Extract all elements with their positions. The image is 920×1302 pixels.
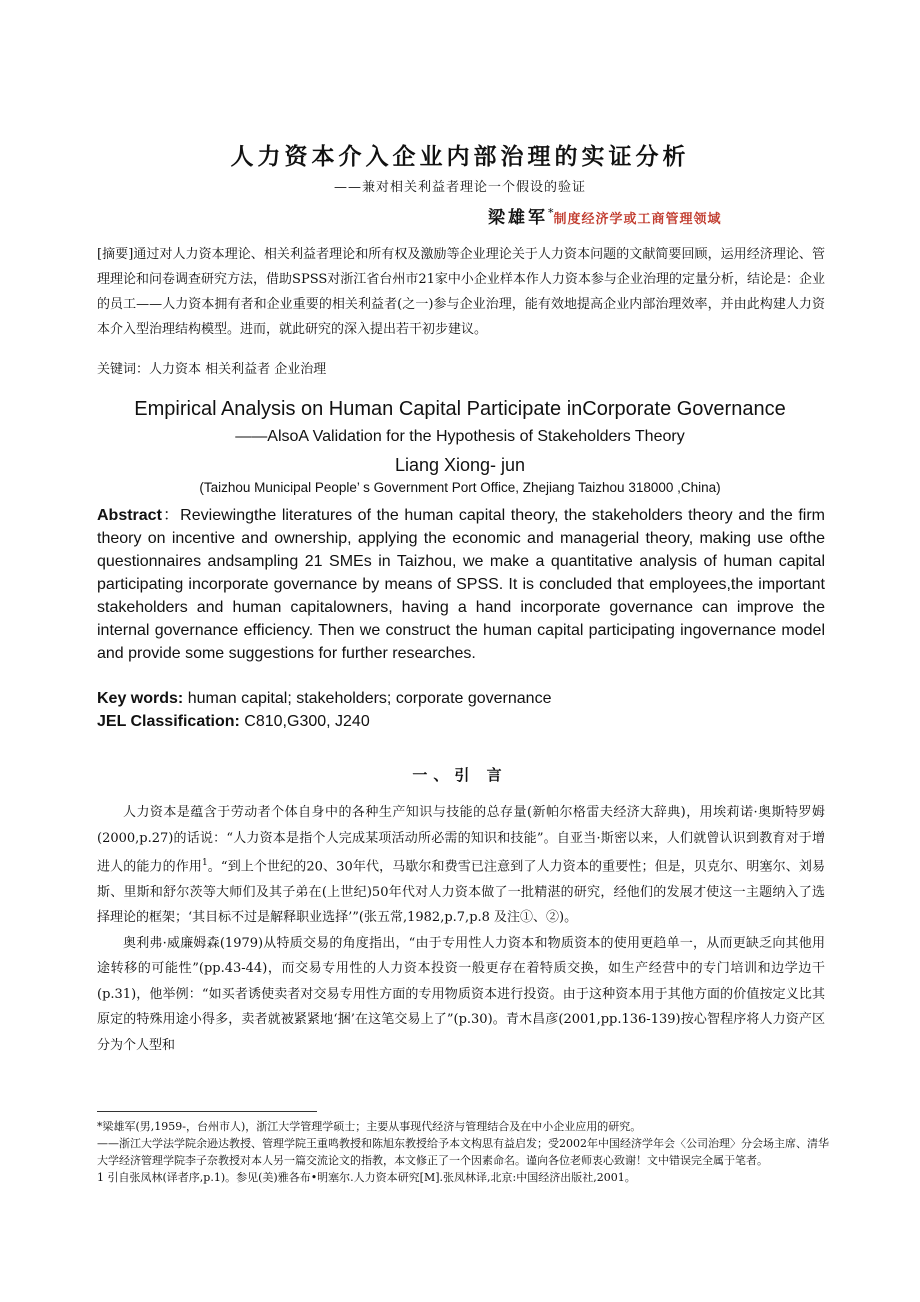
body-paragraph xyxy=(97,800,825,931)
abstract-en-label: Abstract xyxy=(97,507,162,524)
jel-text: C810,G300, J240 xyxy=(239,713,370,730)
paper-subtitle-zh: ——兼对相关利益者理论一个假设的验证 xyxy=(333,180,586,195)
body-text xyxy=(97,800,825,1058)
body-paragraph-1b: 。“到上个世纪的20、30年代，马歇尔和费雪已注意到了人力资本的重要性；但是，贝克尔、明塞尔、刘易斯、里斯和舒尔茨等大师们及其子弟在(上世纪)50年代对人力资本做了一批精湛的研究，经他们的发展才使这一主题纳入了选择理论的框架；‘其目标不过是解释职业选择’”(张五常,1982,p.7,p.8 及注①、②)。 xyxy=(97,859,825,926)
author-field: 制度经济学或工商管理领域 xyxy=(553,212,722,227)
abstract-zh: [摘要]通过对人力资本理论、相关利益者理论和所有权及激励等企业理论关于人力资本问题的文献简要回顾，运用经济理论、管理理论和问卷调查研究方法，借助SPSS对浙江省台州市21家中小企业样本作人力资本参与企业治理的定量分析，结论是：企业的员工——人力资本拥有者和企业重要的相关利益者(之一)参与企业治理，能有效地提高企业内部治理效率，并由此构建人力资本介入型治理结构模型。进而，就此研究的深入提出若干初步建议。 xyxy=(97,247,825,337)
author-name-en: Liang Xiong- jun xyxy=(394,455,526,475)
abstract-en xyxy=(97,504,825,665)
keywords-zh: 关键词：人力资本 相关利益者 企业治理 xyxy=(97,362,327,377)
author-line xyxy=(488,203,722,228)
footnote-item: *梁雄军(男,1959-，台州市人)，浙江大学管理学硕士；主要从事现代经济与管理结合及在中小企业应用的研究。 xyxy=(97,1120,642,1133)
paper-subtitle-en: ——AlsoA Validation for the Hypothesis of Stakeholders Theory xyxy=(235,428,685,445)
abstract-en-text: ：Reviewingthe literatures of the human capital theory, the stakeholders theory and the firm theory on incentive and ownership, applying the economic and managerial theory, making use ofthe questionnaires andsampling 21 SMEs in Taizhou, we make a quantitative analysis of human capital participating incorporate governance by means of SPSS. It is concluded that employees,the important stakeholders and human capitalowners, having a hand incorporate governance can improve the internal governance efficiency. Then we construct the human capital participating ingovernance model and provide some suggestions for further researches. xyxy=(97,507,826,662)
keywords-en-label: Key words: xyxy=(97,690,184,707)
author-name: 梁雄军 xyxy=(488,208,548,228)
footnote-item: ——浙江大学法学院余逊达教授、管理学院王重鸣教授和陈旭东教授给予本文构思有益启发；受2002年中国经济学年会〈公司治理〉分会场主席、清华大学经济管理学院李子奈教授对本人另一篇交流论文的指教，本文修正了一个因素命名。谨向各位老师衷心致谢！文中错误完全属于笔者。 xyxy=(97,1137,829,1167)
paper-title-en: Empirical Analysis on Human Capital Participate inCorporate Governance xyxy=(134,398,786,420)
author-footnote-mark: * xyxy=(548,206,554,220)
section-heading-introduction: 一、引 言 xyxy=(412,766,508,784)
keywords-en-text: human capital; stakeholders; corporate governance xyxy=(183,690,552,707)
body-paragraph: 奥利弗·威廉姆森(1979)从特质交易的角度指出，“由于专用性人力资本和物质资本的使用更趋单一，从而更缺乏向其他用途转移的可能性”(pp.43-44)，而交易专用性的人力资本投资一般更存在着特质交换，如生产经营中的专门培训和边学边干(p.31)，他举例：“如买者诱使卖者对交易专用性方面的专用物质资本进行投资。由于这种资本用于其他方面的价值按定义比其原定的特殊用途小得多，卖者就被紧紧地‘捆’在这笔交易上了”(p.30)。青木昌彦(2001,pp.136-139)按心智程序将人力资产区分为个人型和 xyxy=(97,935,825,1053)
footnote-item: 1 引自张凤林(译者序,p.1)。参见(美)雅各布•明塞尔.人力资本研究[M].张凤林译,北京:中国经济出版社,2001。 xyxy=(97,1171,636,1184)
paper-title-zh: 人力资本介入企业内部治理的实证分析 xyxy=(230,143,690,170)
author-affiliation-en: (Taizhou Municipal People’ s Government Port Office, Zhejiang Taizhou 318000 ,China) xyxy=(199,480,721,495)
jel-classification xyxy=(97,713,370,731)
footnotes xyxy=(97,1118,837,1186)
body-paragraph-1a: 人力资本是蕴含于劳动者个体自身中的各种生产知识与技能的总存量(新帕尔格雷夫经济大辞典)，用埃莉诺·奥斯特罗姆(2000,p.27)的话说：“人力资本是指个人完成某项活动所必需的知识和技能”。自亚当·斯密以来，人们就曾认识到教育对于增进人的能力的作用 xyxy=(97,805,825,875)
footnote-ref[interactable]: 1 xyxy=(201,858,208,868)
keywords-en xyxy=(97,690,551,708)
jel-label: JEL Classification: xyxy=(97,713,240,730)
footnote-divider xyxy=(97,1111,317,1112)
